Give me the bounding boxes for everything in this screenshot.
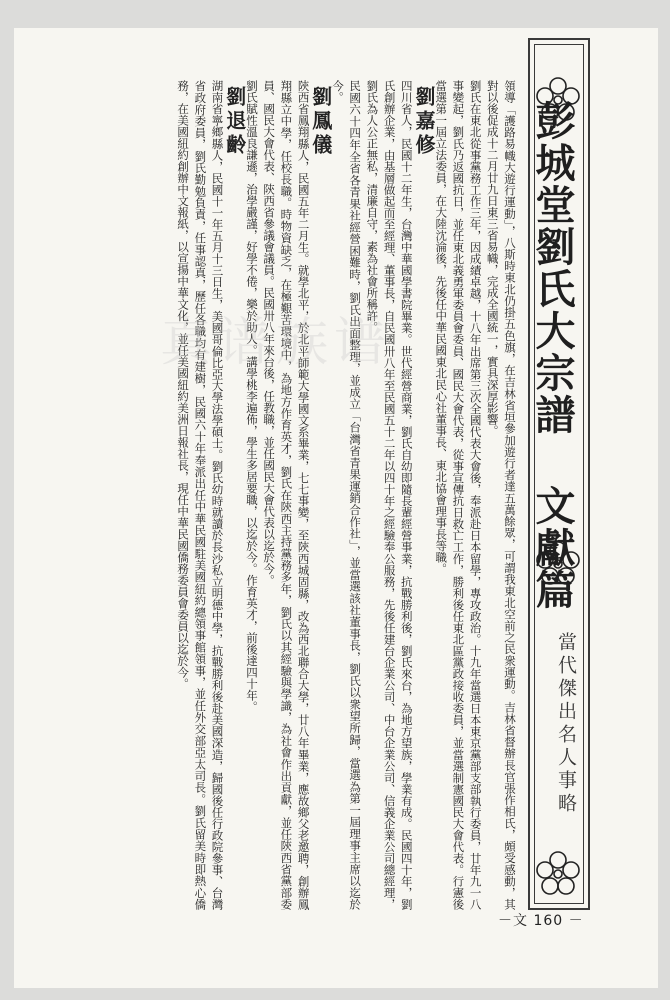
paragraph-text: 劉氏賦性溫良謙遜，治學嚴謹，好學不倦，樂於助人。講學桃李遍佈，學生多居要職，以迄於今。作育英才，前後達四十年。	[244, 80, 259, 713]
paragraph	[484, 80, 518, 910]
watermark: 真谱族谱	[160, 313, 393, 373]
person-name: 劉退齡	[222, 86, 247, 158]
paragraph-text: 陝西省鳳翔縣人，民國五年二月生。就學北平，於北平師範大學國文系畢業，七七事變，至陝西城固縣，改為西北聯合大學，廿八年畢業，應故鄉父老邀聘，創辦鳳翔縣立中學，任校長職。時物資缺乏，在極艱苦環境中，為地方作育英才，劉氏在陝西主持黨務多年，劉氏以其經驗與學識，為社會作出貢獻，並任陝西省黨部委員、國民大會代表、陝西省參議會議員。民國卅八年來台後，任教職，並任國民大會代表以迄於今。	[262, 80, 311, 910]
paragraph	[243, 80, 260, 910]
paragraph	[174, 80, 247, 910]
paragraph-text: 民國六十四年全省各青果社經營困難時，劉氏出面整理，並成立「台灣省青果運銷合作社」，並當選該社董事長，劉氏以衆望所歸，當選為第一屆理事主席以迄於今。	[330, 80, 363, 910]
page-number: －文 160 －	[498, 913, 584, 929]
paragraph-text: 湖南省寧鄉縣人，民國十一年五月十三日生，美國哥倫比亞大學法學碩士。劉氏幼時就讀於長沙私立明德中學，抗戰勝利後赴美國深造，歸國後任行政院參事、台灣省政府委員，劉氏勤勉負責，任事認真，歷任各職均有建樹，民國六十年奉派出任中華民國駐美國紐約總領事館領事，並任外交部亞太司長。劉氏留美時即熱心僑務，在美國紐約創辦中文報紙，以宣揚中華文化，並任美國紐約美洲日報社長，現任中華民國僑務委員會委員以迄於今。	[176, 80, 225, 910]
section-subtitle: 當代傑出名人事略	[555, 632, 577, 816]
document-body	[78, 80, 518, 910]
person-name: 劉嘉修	[411, 86, 436, 158]
paragraph-text: 劉氏在東北從事黨務工作三年，因成績卓越，十八年出席第三次全國代表大會後，奉派赴日本留學，專攻政治。十九年當選日本東京黨部支部執行委員，廿年九一八事變起，劉氏乃返國抗日，並任東北義勇軍委員會委員、國民大會代表，從事宣傳抗日救亡工作，勝利後任東北區黨政接收委員，並當選制憲國民大會代表。行憲後當選第一屆立法委員，在大陸沈淪後，先後任中華民國東北民心社董事長、東北協會理事長等職。	[434, 80, 483, 910]
paragraph	[432, 80, 484, 910]
person-name: 劉鳳儀	[308, 86, 333, 158]
plum-blossom-icon	[532, 848, 584, 900]
paragraph	[363, 80, 436, 910]
paragraph	[260, 80, 333, 910]
page-title: 彭城堂劉氏大宗譜 文獻篇	[529, 100, 576, 611]
paragraph	[329, 80, 363, 910]
paragraph-text: 領導「護路易幟大遊行運動」，八斯時東北仍掛五色旗，在吉林省垣參加遊行者達五萬餘眾，可謂我東北空前之民衆運動。吉林省督辦長官張作相氏，頗受感動，其對以後促成十二月廿九日東三省易幟，完成全國統一，實具深厚影響。	[485, 80, 517, 910]
paragraph-text: 四川省人，民國十二年生，台灣中華國學書院畢業。世代經營商業，劉氏自幼即隨長輩經營事業，抗戰勝利後，劉氏來台，為地方望族，學業有成。民國四十年，劉氏創辦企業，由基層做起而至經理、董事長，自民國卅八年至民國五十二年以四十年之經驗奉公服務，先後任建台企業公司、中台企業公司、信義企業公司總經理，劉氏為人公正無私，清廉自守，素為社會所稱許。	[365, 80, 414, 910]
